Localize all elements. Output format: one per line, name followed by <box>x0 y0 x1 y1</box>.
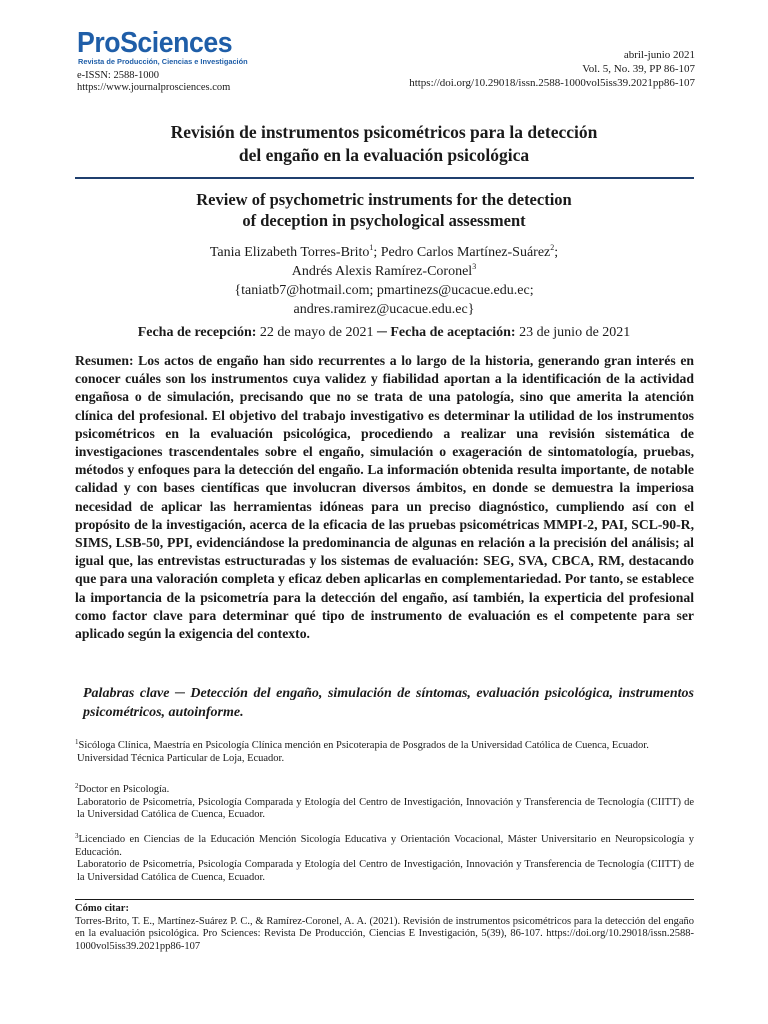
keywords-label: Palabras clave ─ <box>83 686 185 701</box>
footnote-text: Doctor en Psicología. <box>78 784 170 795</box>
author-name: Tania Elizabeth Torres-Brito <box>209 245 370 260</box>
footnote-marker: 3 <box>75 832 79 840</box>
journal-website-link[interactable]: https://www.journalprosciences.com <box>77 82 231 93</box>
footnote <box>75 740 694 765</box>
doi-link[interactable]: https://doi.org/10.29018/issn.2588-1000vol5iss39.2021pp86-107 <box>409 77 695 89</box>
date-separator: ─ <box>376 325 387 340</box>
author-emails-line2[interactable]: andres.ramirez@ucacue.edu.ec} <box>293 302 475 317</box>
footnote <box>75 834 694 884</box>
author-block <box>40 243 728 319</box>
issue-period: abril-junio 2021 <box>623 49 695 61</box>
accepted-date: 23 de junio de 2021 <box>519 325 631 340</box>
affiliation-marker: 2 <box>550 243 555 252</box>
issn: e-ISSN: 2588-1000 <box>77 70 159 81</box>
citation-label: Cómo citar: <box>75 903 129 914</box>
logo-tagline: Revista de Producción, Ciencias e Investigación <box>78 57 248 66</box>
logo-name: ProSciences <box>77 27 233 59</box>
title-english-line2: of deception in psychological assessment <box>242 211 526 230</box>
footnote-text: Universidad Técnica Particular de Loja, Ecuador. <box>77 752 285 764</box>
footnote-marker: 1 <box>75 738 79 746</box>
footnote <box>75 784 694 822</box>
author-name: Pedro Carlos Martínez-Suárez <box>380 245 551 260</box>
affiliation-marker: 1 <box>369 243 374 252</box>
title-spanish <box>40 121 728 167</box>
issue-volume: Vol. 5, No. 39, PP 86-107 <box>582 63 695 75</box>
received-date: 22 de mayo de 2021 <box>259 325 374 340</box>
keywords-text: Detección del engaño, simulación de síntomas, evaluación psicológica, instrumentos psicométricos, autoinforme. <box>83 686 695 720</box>
footnote-text: Sicóloga Clínica, Maestría en Psicología Clínica mención en Psicoterapia de Posgrados de la Universidad Católica de Cuenca, Ecuador. <box>78 740 649 751</box>
authors-line2 <box>40 262 728 281</box>
citation-block <box>75 903 694 953</box>
title-spanish-line1: Revisión de instrumentos psicométricos para la detección <box>170 122 598 142</box>
accepted-label: Fecha de aceptación: <box>390 325 516 340</box>
authors-line1: Tania Elizabeth Torres-Brito$^1$; Pedro Carlos Martínez-Suárez$^2$; <box>209 243 559 260</box>
footnote-text: Licenciado en Ciencias de la Educación Mención Sicología Educativa y Orientación Vocacional, Máster Universitario en Neuropsicología y Educación. <box>75 834 694 858</box>
title-spanish-line2: del engaño en la evaluación psicológica <box>238 145 530 165</box>
abstract <box>75 352 694 643</box>
citation-divider <box>75 899 694 900</box>
footnote-text: Laboratorio de Psicometría, Psicología Comparada y Etología del Centro de Investigación, Innovación y Transferencia de Tecnología (CIITT) de la Universidad Católica de Cuenca, Ecuador. <box>77 859 694 883</box>
title-english <box>40 189 728 231</box>
journal-logo <box>77 28 247 66</box>
title-divider <box>75 177 694 179</box>
submission-dates <box>40 324 728 342</box>
title-english-line1: Review of psychometric instruments for the detection <box>196 190 572 209</box>
keywords <box>83 685 694 722</box>
author-emails-line1[interactable]: {taniatb7@hotmail.com; pmartinezs@ucacue.edu.ec; <box>234 283 534 298</box>
abstract-label: Resumen: <box>75 353 134 368</box>
author-name: Andrés Alexis Ramírez-Coronel <box>291 264 473 279</box>
footnote-text: Laboratorio de Psicometría, Psicología Comparada y Etología del Centro de Investigación, Innovación y Transferencia de Tecnología (CIITT) de la Universidad Católica de Cuenca, Ecuador. <box>77 796 694 820</box>
affiliation-marker: 3 <box>472 262 477 271</box>
citation-text: Torres-Brito, T. E., Martínez-Suárez P. C., & Ramírez-Coronel, A. A. (2021). Revisión de instrumentos psicométricos para la detección del engaño en la evaluación psicológica. Pro Sciences: Revista De Producción, Ciencias E Investigación, 5(39), 86-107. https://doi.org/10.29018/issn.2588-1000vol5iss39.2021pp86-107 <box>75 915 694 952</box>
received-label: Fecha de recepción: <box>137 325 257 340</box>
issue-meta <box>409 48 695 90</box>
abstract-text: Los actos de engaño han sido recurrentes a lo largo de la historia, generando gran interés en conocer cuáles son los instrumentos cuya validez y fiabilidad aportan a la identificación de la actividad engañosa o de simulación, precisando que no se trata de una patología, sino que amerita la atención clínica del profesional. El objetivo del trabajo investigativo es determinar la utilidad de los instrumentos psicométricos en la evaluación psicológica, procediendo a realizar una revisión sistemática de investigaciones trascendentales sobre el engaño, simulación o exageración de sintomatología, pruebas, métodos y enfoques para la detección del engaño. La información obtenida resulta importante, de notable calidad y con bases científicas que involucran diversos ámbitos, en donde se demuestra la imperiosa necesidad de aplicar las herramientas idóneas para un preciso diagnóstico, cumpliendo así con el propósito de la investigación, acerca de la eficacia de las pruebas psicométricas MMPI-2, PAI, SCL-90-R, SIMS, LSB-50, PPI, evidenciándose la predominancia de algunas en relación a la precisión del análisis; al igual que, las entrevistas estructuradas y los sistemas de evaluación: SEG, SVA, CBCA, RM, destacando que para una valoración completa y eficaz deben aplicarlas en complementariedad. Por tanto, se establece la importancia de la psicometría para la detección del engaño, así también, la experticia del profesional como factor clave para determinar qué tipo de instrumento de evaluación es el competente para ser aplicado según la exigencia del contexto. <box>75 353 695 642</box>
footnote-marker: 2 <box>75 782 79 790</box>
